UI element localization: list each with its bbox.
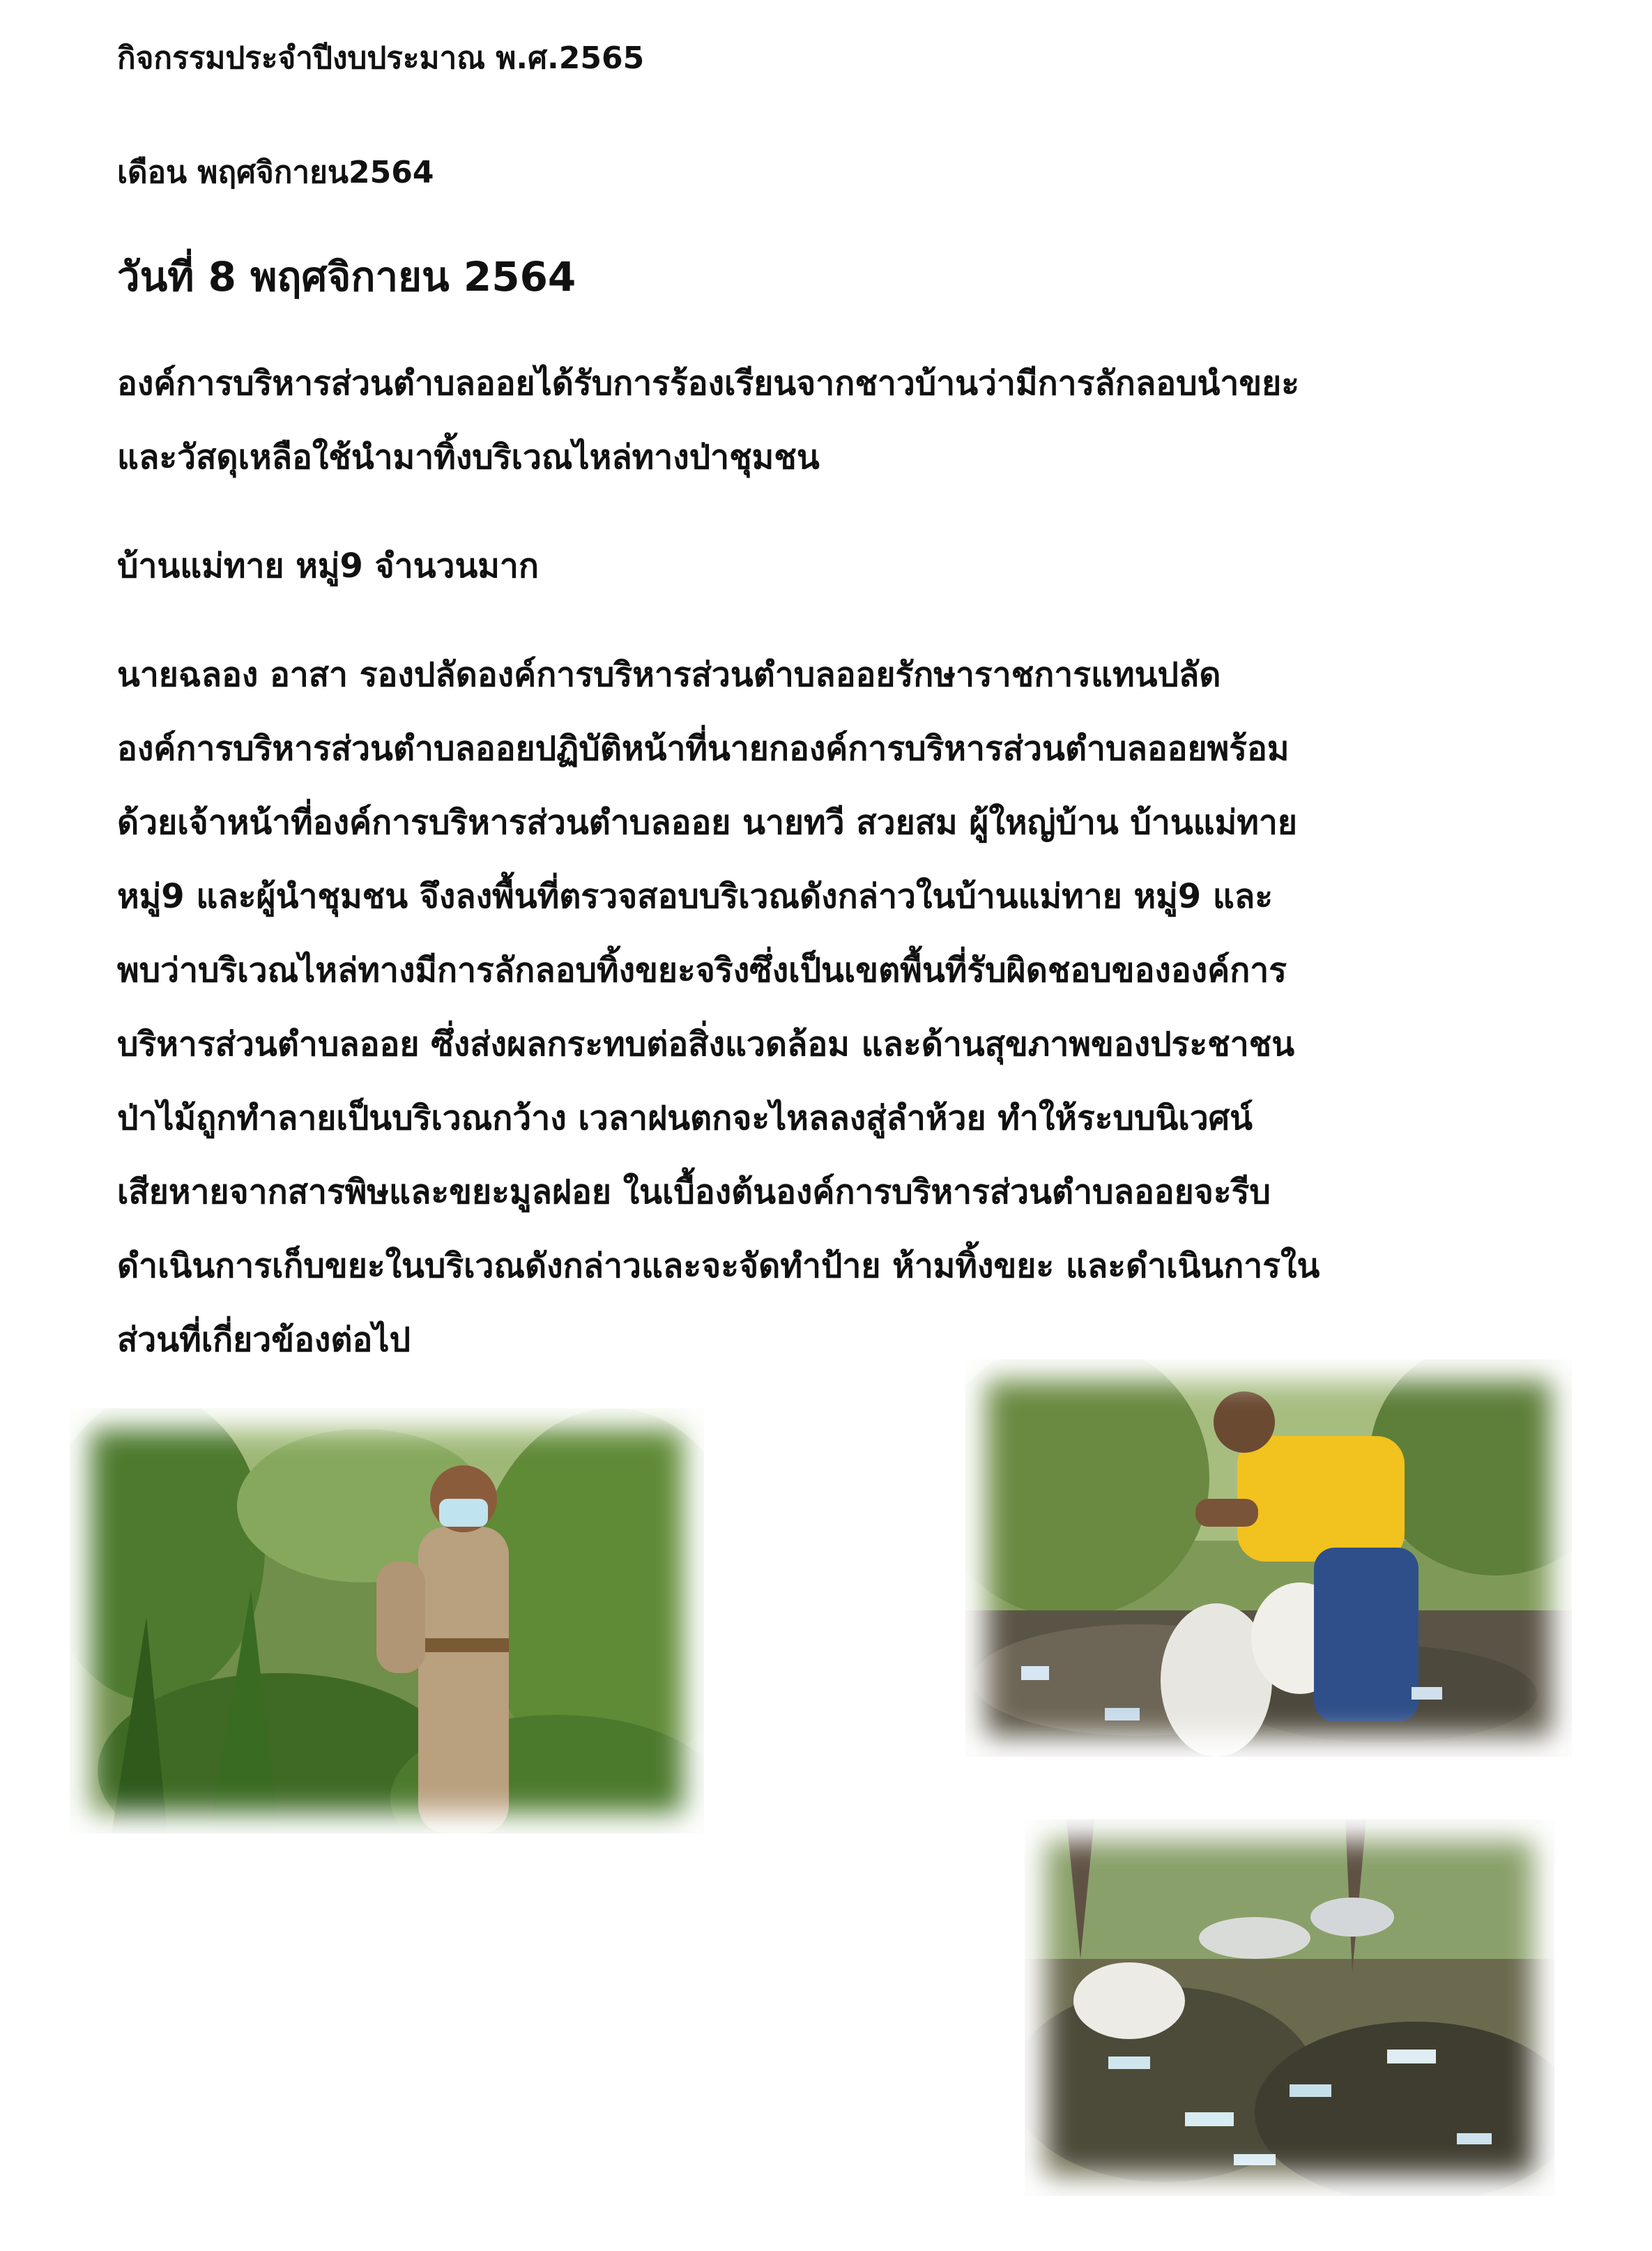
intro-line: องค์การบริหารส่วนตำบลออยได้รับการร้องเรียนจากชาวบ้านว่ามีการลักลอบนำขยะ: [117, 364, 1300, 403]
body-line: ด้วยเจ้าหน้าที่องค์การบริหารส่วนตำบลออย นายทวี สวยสม ผู้ใหญ่บ้าน บ้านแม่ทาย: [117, 803, 1297, 842]
intro-line: และวัสดุเหลือใช้นำมาทิ้งบริเวณไหล่ทางป่าชุมชน: [117, 438, 820, 477]
photo-worker-collecting-waste: [965, 1359, 1572, 1757]
body-line: บริหารส่วนตำบลออย ซึ่งส่งผลกระทบต่อสิ่งแวดล้อม และด้านสุขภาพของประชาชน: [117, 1025, 1295, 1064]
photo-dumped-garbage: [1025, 1819, 1554, 2196]
body-line: นายฉลอง อาสา รองปลัดองค์การบริหารส่วนตำบลออยรักษาราชการแทนปลัด: [117, 655, 1221, 694]
body-line: พบว่าบริเวณไหล่ทางมีการลักลอบทิ้งขยะจริงซึ่งเป็นเขตพื้นที่รับผิดชอบขององค์การ: [117, 951, 1287, 990]
body-line: ป่าไม้ถูกทำลายเป็นบริเวณกว้าง เวลาฝนตกจะไหลลงสู่ลำห้วย ทำให้ระบบนิเวศน์: [117, 1099, 1253, 1138]
body-line: องค์การบริหารส่วนตำบลออยปฏิบัติหน้าที่นายกองค์การบริหารส่วนตำบลออยพร้อม: [117, 729, 1290, 768]
body-line: ส่วนที่เกี่ยวข้องต่อไป: [117, 1320, 411, 1359]
body-line: ดำเนินการเก็บขยะในบริเวณดังกล่าวและจะจัดทำป้าย ห้ามทิ้งขยะ และดำเนินการใน: [117, 1246, 1320, 1285]
photo-official-inspecting: [70, 1408, 704, 1833]
body-line: หมู่9 และผู้นำชุมชน จึงลงพื้นที่ตรวจสอบบริเวณดังกล่าวในบ้านแม่ทาย หมู่9 และ: [117, 877, 1274, 916]
month-heading: เดือน พฤศจิกายน2564: [117, 155, 434, 190]
intro-line: บ้านแม่ทาย หมู่9 จำนวนมาก: [117, 547, 539, 586]
activity-year-heading: กิจกรรมประจำปีงบประมาณ พ.ศ.2565: [117, 40, 645, 76]
date-heading: วันที่ 8 พฤศจิกายน 2564: [117, 253, 576, 300]
body-line: เสียหายจากสารพิษและขยะมูลฝอย ในเบื้องต้นองค์การบริหารส่วนตำบลออยจะรีบ: [117, 1173, 1271, 1212]
